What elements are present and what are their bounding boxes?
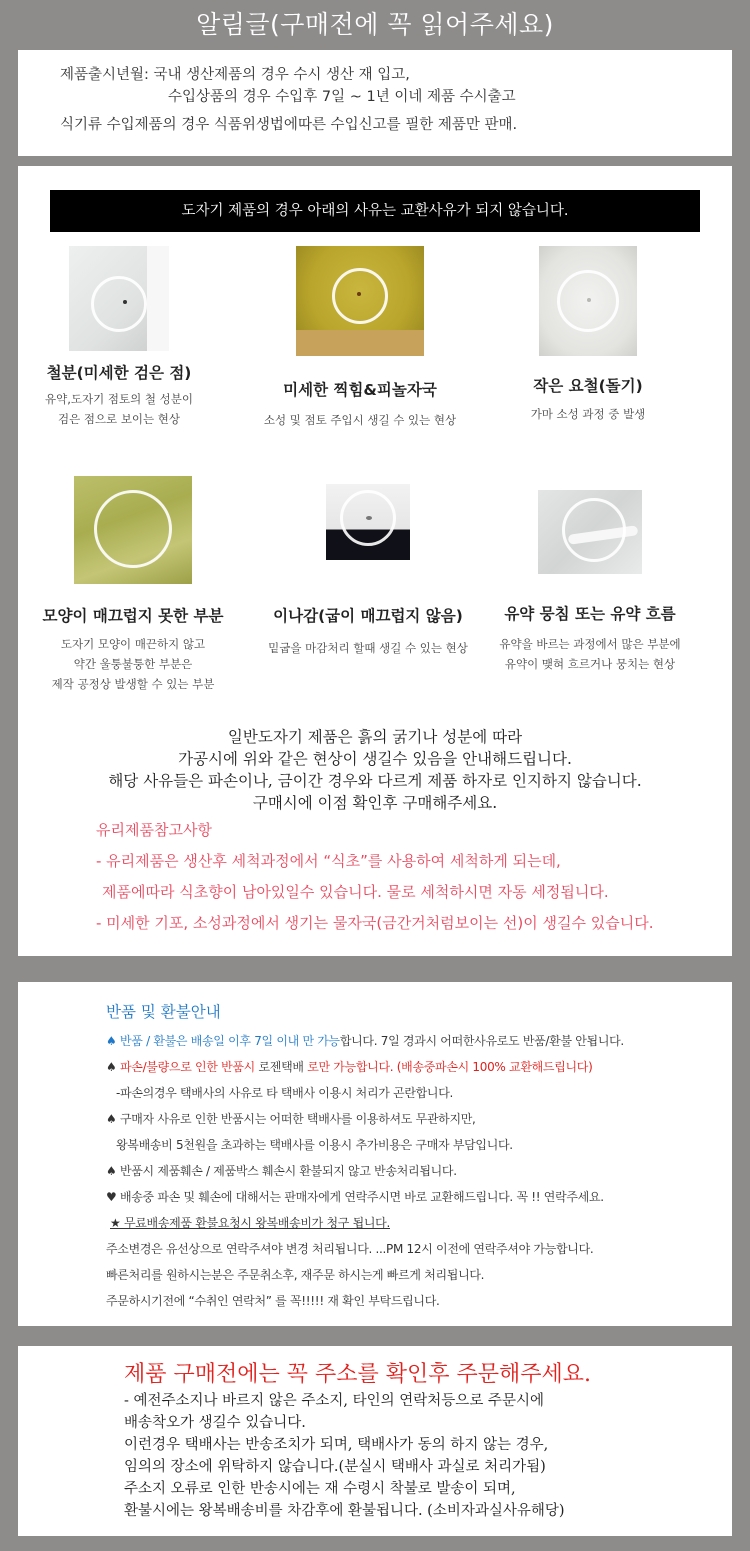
defect-photo xyxy=(539,246,637,356)
returns-line: ♠ 구매자 사유로 인한 반품시는 어떠한 택배사를 이용하셔도 무관하지만, xyxy=(106,1112,476,1126)
defect-desc-3: 제작 공정상 발생할 수 있는 부분 xyxy=(51,677,215,691)
ceramic-banner: 도자기 제품의 경우 아래의 사유는 교환사유가 되지 않습니다. xyxy=(50,190,700,232)
glass-line-3: - 미세한 기포, 소성과정에서 생기는 물자국(금간거처럼보이는 선)이 생길수 있습니다. xyxy=(96,914,654,932)
address-box xyxy=(18,1346,732,1536)
address-line: 주소지 오류로 인한 반송시에는 재 수령시 착불로 발송이 되며, xyxy=(124,1481,516,1497)
production-line-2: 수입상품의 경우 수입후 7일 ~ 1년 이네 제품 수시출고 xyxy=(168,89,516,105)
returns-line xyxy=(106,1028,732,1054)
defect-desc-1: 가마 소성 과정 중 발생 xyxy=(530,407,646,421)
ceramic-notice-line: 일반도자기 제품은 흙의 굵기나 성분에 따라 xyxy=(227,728,523,746)
production-notice-box xyxy=(18,50,732,156)
defect-desc-1: 도자기 모양이 매끈하지 않고 xyxy=(60,637,206,651)
defect-item xyxy=(475,490,705,674)
damage-returns: 파손/불량으로 인한 반품시 xyxy=(119,1060,255,1074)
defect-item xyxy=(473,246,703,424)
defect-name: 철분(미세한 검은 점) xyxy=(46,364,192,382)
defect-photo xyxy=(74,476,192,584)
returns-line xyxy=(106,1054,732,1080)
courier-name: 로젠택배 xyxy=(254,1060,308,1074)
address-line: 임의의 장소에 위탁하지 않습니다.(분실시 택배사 과실로 처리가됨) xyxy=(124,1459,546,1475)
defect-item xyxy=(4,246,234,429)
address-title: 제품 구매전에는 꼭 주소를 확인후 주문해주세요. xyxy=(124,1362,592,1387)
returns-line: -파손의경우 택배사의 사유로 타 택배사 이용시 처리가 곤란합니다. xyxy=(116,1086,454,1100)
returns-box xyxy=(18,982,732,1326)
fast-process-notice: 빠른처리를 원하시는분은 주문취소후, 재주문 하시는게 빠르게 처리됩니다. xyxy=(106,1268,485,1282)
returns-period-note: 합니다. 7일 경과시 어떠한사유로도 반품/환불 안됩니다. xyxy=(339,1034,624,1048)
glass-title: 유리제품참고사항 xyxy=(96,821,212,839)
glass-line-2: 제품에따라 식초향이 남아있일수 있습니다. 물로 세척하시면 자동 세정됩니다. xyxy=(102,883,609,901)
address-line: 이런경우 택배사는 반송조치가 되며, 택배사가 동의 하지 않는 경우, xyxy=(124,1437,549,1453)
glass-notice xyxy=(96,818,653,939)
defect-photo xyxy=(296,246,424,356)
defect-desc-2: 약간 울퉁불퉁한 부분은 xyxy=(73,657,193,671)
defect-item xyxy=(18,476,248,694)
ceramic-notice-line: 구매시에 이점 확인후 구매해주세요. xyxy=(252,794,498,812)
defect-photo xyxy=(326,484,410,560)
defect-desc-1: 유약,도자기 점토의 철 성분이 xyxy=(45,392,193,406)
free-shipping-notice: ★ 무료배송제품 환불요청시 왕복배송비가 청구 됩니다. xyxy=(110,1216,390,1230)
ceramic-notice xyxy=(18,726,732,814)
defect-desc-2: 검은 점으로 보이는 현상 xyxy=(57,412,181,426)
returns-line: ♠ 반품시 제품훼손 / 제품박스 훼손시 환불되지 않고 반송처리됩니다. xyxy=(106,1164,457,1178)
glass-line-1: - 유리제품은 생산후 세척과정에서 “식초”를 사용하여 세척하게 되는데, xyxy=(96,852,561,870)
page-title: 알림글(구매전에 꼭 읽어주세요) xyxy=(196,10,554,39)
defect-photo xyxy=(69,246,169,351)
address-change-notice: 주소변경은 유선상으로 연락주셔야 변경 처리됩니다. ...PM 12시 이전에 연락주셔야 가능합니다. xyxy=(106,1242,594,1256)
ceramic-notice-line: 가공시에 위와 같은 현상이 생길수 있음을 안내해드립니다. xyxy=(178,750,572,768)
address-line: 환불시에는 왕복배송비를 차감후에 환불됩니다. (소비자과실사유해당) xyxy=(124,1503,565,1519)
defect-name: 유약 뭉침 또는 유약 흐름 xyxy=(504,605,676,623)
defect-desc-1: 유약을 바르는 과정에서 많은 부분에 xyxy=(499,637,681,651)
address-line: 배송착오가 생길수 있습니다. xyxy=(124,1415,306,1431)
defect-name: 이나감(굽이 매끄럽지 않음) xyxy=(273,607,463,625)
defect-desc-1: 밑굽을 마감처리 할때 생길 수 있는 현상 xyxy=(268,641,468,655)
defect-name: 미세한 찍힘&피놀자국 xyxy=(283,381,437,399)
ceramic-notice-line: 해당 사유들은 파손이나, 금이간 경우와 다르게 제품 하자로 인지하지 않습니다. xyxy=(108,772,642,790)
defect-desc-2: 유약이 맺혀 흐르거나 뭉치는 현상 xyxy=(504,657,676,671)
production-line-3: 식기류 수입제품의 경우 식품위생법에따른 수입신고를 필한 제품만 판매. xyxy=(60,117,518,133)
address-line: - 예전주소지나 바르지 않은 주소지, 타인의 연락처등으로 주문시에 xyxy=(124,1393,544,1409)
ceramic-notice-box xyxy=(18,166,732,956)
returns-line: ♥ 배송중 파손 및 훼손에 대해서는 판매자에게 연락주시면 바로 교환해드립니다. 꼭 !! 연락주세요. xyxy=(106,1190,604,1204)
courier-only: 로만 가능합니다. (배송중파손시 100% 교환해드립니다) xyxy=(307,1060,593,1074)
contact-check-notice: 주문하시기전에 “수취인 연락처” 를 꼭!!!!! 재 확인 부탁드립니다. xyxy=(106,1294,440,1308)
returns-period: ♠ 반품 / 환불은 배송일 이후 7일 이내 만 가능 xyxy=(106,1034,340,1048)
defect-item xyxy=(245,246,475,430)
returns-line: 왕복배송비 5천원을 초과하는 택배사를 이용시 추가비용은 구매자 부담입니다. xyxy=(116,1138,513,1152)
production-line-1: 제품출시년월: 국내 생산제품의 경우 수시 생산 재 입고, xyxy=(60,67,410,83)
returns-title: 반품 및 환불안내 xyxy=(106,1003,221,1021)
defect-photo xyxy=(538,490,642,574)
defect-name: 모양이 매끄럽지 못한 부분 xyxy=(42,607,224,625)
bullet: ♠ xyxy=(106,1060,120,1074)
defect-item xyxy=(253,484,483,658)
defect-name: 작은 요철(돌기) xyxy=(533,377,643,395)
defect-desc-1: 소성 및 점토 주입시 생길 수 있는 현상 xyxy=(263,413,457,427)
